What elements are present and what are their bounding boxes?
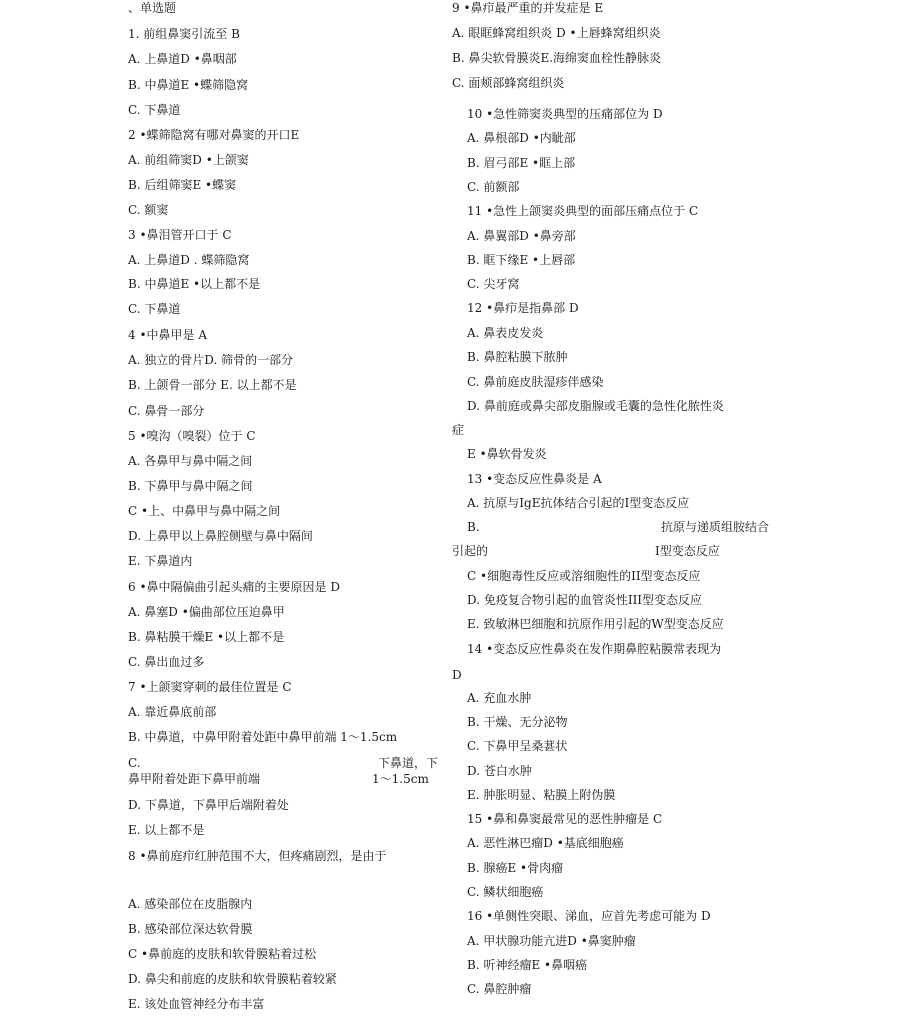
option-line: E •鼻软骨发炎: [467, 447, 547, 461]
option-line: A. 鼻塞D •偏曲部位压迫鼻甲: [128, 605, 285, 619]
question-11: 11 •急性上颌窦炎典型的面部压痛点位于 C: [467, 204, 699, 218]
section-heading: 、单选题: [128, 1, 177, 15]
option-line: 1～1.5cm: [372, 772, 429, 786]
option-line: B. 听神经瘤E •鼻咽癌: [467, 958, 588, 972]
question-7: 7 •上颌窦穿刺的最佳位置是 C: [128, 680, 292, 694]
question-4: 4 •中鼻甲是 A: [128, 328, 208, 342]
option-line: 抗原与递质组胺结合: [661, 520, 770, 534]
option-line: A. 眼眶蜂窝组织炎 D •上唇蜂窝组织炎: [452, 26, 661, 40]
question-5: 5 •嗅沟（嗅裂）位于 C: [128, 429, 256, 443]
option-line: A. 甲状腺功能亢进D •鼻窦肿瘤: [467, 934, 636, 948]
option-line: E. 致敏淋巴细胞和抗原作用引起的W型变态反应: [467, 617, 724, 631]
option-line: B. 眶下缘E •上唇部: [467, 253, 576, 267]
option-line: A. 抗原与IgE抗体结合引起的I型变态反应: [467, 496, 690, 510]
question-3: 3 •鼻泪管开口于 C: [128, 228, 232, 242]
question-13: 13 •变态反应性鼻炎是 A: [467, 472, 602, 486]
option-line: B. 鼻粘膜干燥E •以上都不是: [128, 630, 285, 644]
option-line: A. 靠近鼻底前部: [128, 705, 217, 719]
option-line: C. 鼻出血过多: [128, 655, 205, 669]
option-line: D. 苍白水肿: [467, 764, 532, 778]
option-line: C. 鳞状细胞癌: [467, 885, 544, 899]
option-line: A. 充血水肿: [467, 691, 532, 705]
option-line: C. 面颊部蜂窝组织炎: [452, 76, 565, 90]
question-1: 1. 前组鼻窦引流至 B: [128, 27, 240, 41]
option-line: B.: [467, 520, 480, 534]
option-line: D. 鼻前庭或鼻尖部皮脂腺或毛囊的急性化脓性炎: [467, 399, 724, 413]
option-line: B. 中鼻道E •蝶筛隐窝: [128, 78, 249, 92]
question-9: 9 •鼻疖最严重的并发症是 E: [452, 1, 604, 15]
option-line: B. 中鼻道E •以上都不是: [128, 277, 261, 291]
option-line: A. 鼻表皮发炎: [467, 326, 544, 340]
option-line: A. 上鼻道D . 蝶筛隐窝: [128, 253, 250, 267]
question-15: 15 •鼻和鼻窦最常见的恶性肿瘤是 C: [467, 812, 663, 826]
option-line: C. 鼻腔肿瘤: [467, 982, 532, 996]
option-line: C •鼻前庭的皮肤和软骨膜粘着过松: [128, 947, 317, 961]
option-line: I型变态反应: [655, 544, 720, 558]
question-6: 6 •鼻中隔偏曲引起头痛的主要原因是 D: [128, 580, 340, 594]
option-line: B. 后组筛窦E •蝶窦: [128, 178, 237, 192]
option-line: A. 上鼻道D •鼻咽部: [128, 52, 237, 66]
option-line: C.: [128, 756, 141, 770]
question-16: 16 •单侧性突眼、涕血，应首先考虑可能为 D: [467, 909, 711, 923]
option-line: B. 干燥、无分泌物: [467, 715, 568, 729]
option-line: B. 感染部位深达软骨膜: [128, 922, 253, 936]
option-line: 鼻甲附着处距下鼻甲前端: [128, 772, 261, 786]
option-line: C •上、中鼻甲与鼻中隔之间: [128, 504, 281, 518]
option-line: C. 下鼻道: [128, 103, 181, 117]
option-line: C. 下鼻道: [128, 302, 181, 316]
option-line: A. 各鼻甲与鼻中隔之间: [128, 454, 253, 468]
option-line: C. 下鼻甲呈桑葚状: [467, 739, 568, 753]
question-14: 14 •变态反应性鼻炎在发作期鼻腔粘膜常表现为: [467, 642, 722, 656]
option-line: B. 中鼻道，中鼻甲附着处距中鼻甲前端 1～1.5cm: [128, 730, 398, 744]
option-line: E. 肿胀明显、粘膜上附伪膜: [467, 788, 616, 802]
option-line: B. 眉弓部E •眶上部: [467, 156, 576, 170]
option-line: B. 上颌骨一部分 E. 以上都不是: [128, 378, 297, 392]
question-2: 2 •蝶筛隐窝有哪对鼻窦的开口E: [128, 128, 300, 142]
option-line: E. 该处血管神经分布丰富: [128, 997, 265, 1011]
option-line: A. 鼻根部D •内眦部: [467, 131, 576, 145]
option-line: D. 上鼻甲以上鼻腔侧壁与鼻中隔间: [128, 529, 313, 543]
option-line: A. 感染部位在皮脂腺内: [128, 897, 253, 911]
option-line: C. 鼻前庭皮肤湿疹伴感染: [467, 375, 604, 389]
option-line: C •细胞毒性反应或溶细胞性的II型变态反应: [467, 569, 701, 583]
option-line: B. 腺癌E •骨肉瘤: [467, 861, 564, 875]
option-line: A. 前组筛窦D •上颌窦: [128, 153, 249, 167]
question-8: 8 •鼻前庭疖红肿范围不大，但疼痛剧烈，是由于: [128, 849, 387, 863]
option-line: A. 鼻翼部D •鼻旁部: [467, 229, 576, 243]
option-line: D. 下鼻道，下鼻甲后端附着处: [128, 798, 289, 812]
option-line: C. 额窦: [128, 203, 169, 217]
answer-line: D: [452, 668, 462, 682]
option-line: E. 以上都不是: [128, 823, 205, 837]
option-line: C. 鼻骨一部分: [128, 404, 205, 418]
option-line: 引起的: [452, 544, 489, 558]
option-line: D. 免疫复合物引起的血管炎性III型变态反应: [467, 593, 703, 607]
option-line: D. 鼻尖和前庭的皮肤和软骨膜粘着较紧: [128, 972, 337, 986]
question-10: 10 •急性筛窦炎典型的压痛部位为 D: [467, 107, 663, 121]
option-line: 症: [452, 423, 465, 437]
option-line: 下鼻道，下: [378, 756, 439, 770]
question-12: 12 •鼻疖是指鼻部 D: [467, 301, 579, 315]
option-line: C. 前额部: [467, 180, 520, 194]
option-line: E. 下鼻道内: [128, 554, 193, 568]
option-line: C. 尖牙窝: [467, 277, 520, 291]
option-line: A. 独立的骨片D. 筛骨的一部分: [128, 353, 294, 367]
option-line: B. 鼻腔粘膜下脓肿: [467, 350, 568, 364]
option-line: A. 恶性淋巴瘤D •基底细胞癌: [467, 836, 624, 850]
option-line: B. 鼻尖软骨膜炎E.海绵窦血栓性静脉炎: [452, 51, 662, 65]
option-line: B. 下鼻甲与鼻中隔之间: [128, 479, 253, 493]
